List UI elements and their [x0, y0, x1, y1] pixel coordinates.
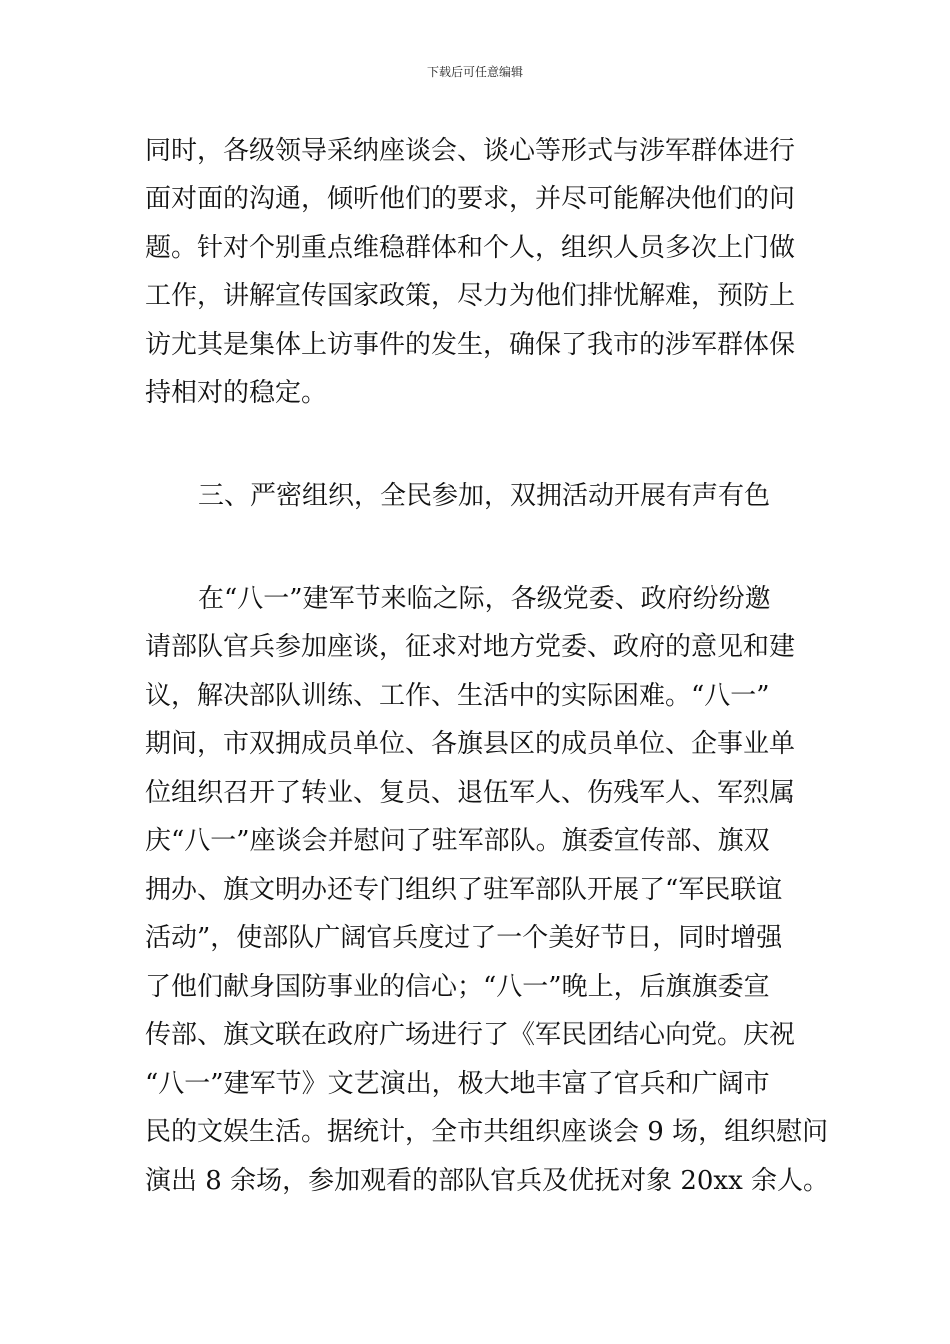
paragraph-line: 题。针对个别重点维稳群体和个人，组织人员多次上门做 — [145, 233, 796, 263]
paragraph-line: 演出 8 余场，参加观看的部队官兵及优抚对象 20xx 余人。 — [145, 1166, 830, 1196]
paragraph-line: 持相对的稳定。 — [145, 378, 328, 408]
paragraph-line: 议，解决部队训练、工作、生活中的实际困难。“八一” — [145, 681, 770, 711]
paragraph-line: 请部队官兵参加座谈，征求对地方党委、政府的意见和建 — [145, 632, 796, 662]
paragraph-line: 面对面的沟通，倾听他们的要求，并尽可能解决他们的问 — [145, 184, 796, 214]
paragraph-line: “八一”建军节》文艺演出，极大地丰富了官兵和广阔市 — [145, 1069, 770, 1099]
paragraph-line: 位组织召开了转业、复员、退伍军人、伤残军人、军烈属 — [145, 778, 796, 808]
page-header: 下载后可任意编辑 — [426, 65, 523, 79]
paragraph-line: 庆“八一”座谈会并慰问了驻军部队。旗委宣传部、旗双 — [145, 826, 770, 856]
section-heading: 三、严密组织，全民参加，双拥活动开展有声有色 — [198, 481, 771, 511]
paragraph-line: 活动”，使部队广阔官兵度过了一个美好节日，同时增强 — [145, 923, 783, 953]
paragraph-line: 工作，讲解宣传国家政策，尽力为他们排忧解难，预防上 — [145, 281, 796, 311]
paragraph-line: 在“八一”建军节来临之际，各级党委、政府纷纷邀 — [198, 584, 771, 614]
paragraph-line: 民的文娱生活。据统计，全市共组织座谈会 9 场，组织慰问 — [145, 1117, 829, 1147]
paragraph-line: 期间，市双拥成员单位、各旗县区的成员单位、企事业单 — [145, 729, 796, 759]
paragraph-line: 拥办、旗文明办还专门组织了驻军部队开展了“军民联谊 — [145, 875, 783, 905]
paragraph-line: 传部、旗文联在政府广场进行了《军民团结心向党。庆祝 — [145, 1020, 796, 1050]
paragraph-line: 访尤其是集体上访事件的发生，确保了我市的涉军群体保 — [145, 330, 796, 360]
paragraph-line: 了他们献身国防事业的信心；“八一”晚上，后旗旗委宣 — [145, 972, 770, 1002]
paragraph-line: 同时，各级领导采纳座谈会、谈心等形式与涉军群体进行 — [145, 136, 796, 166]
